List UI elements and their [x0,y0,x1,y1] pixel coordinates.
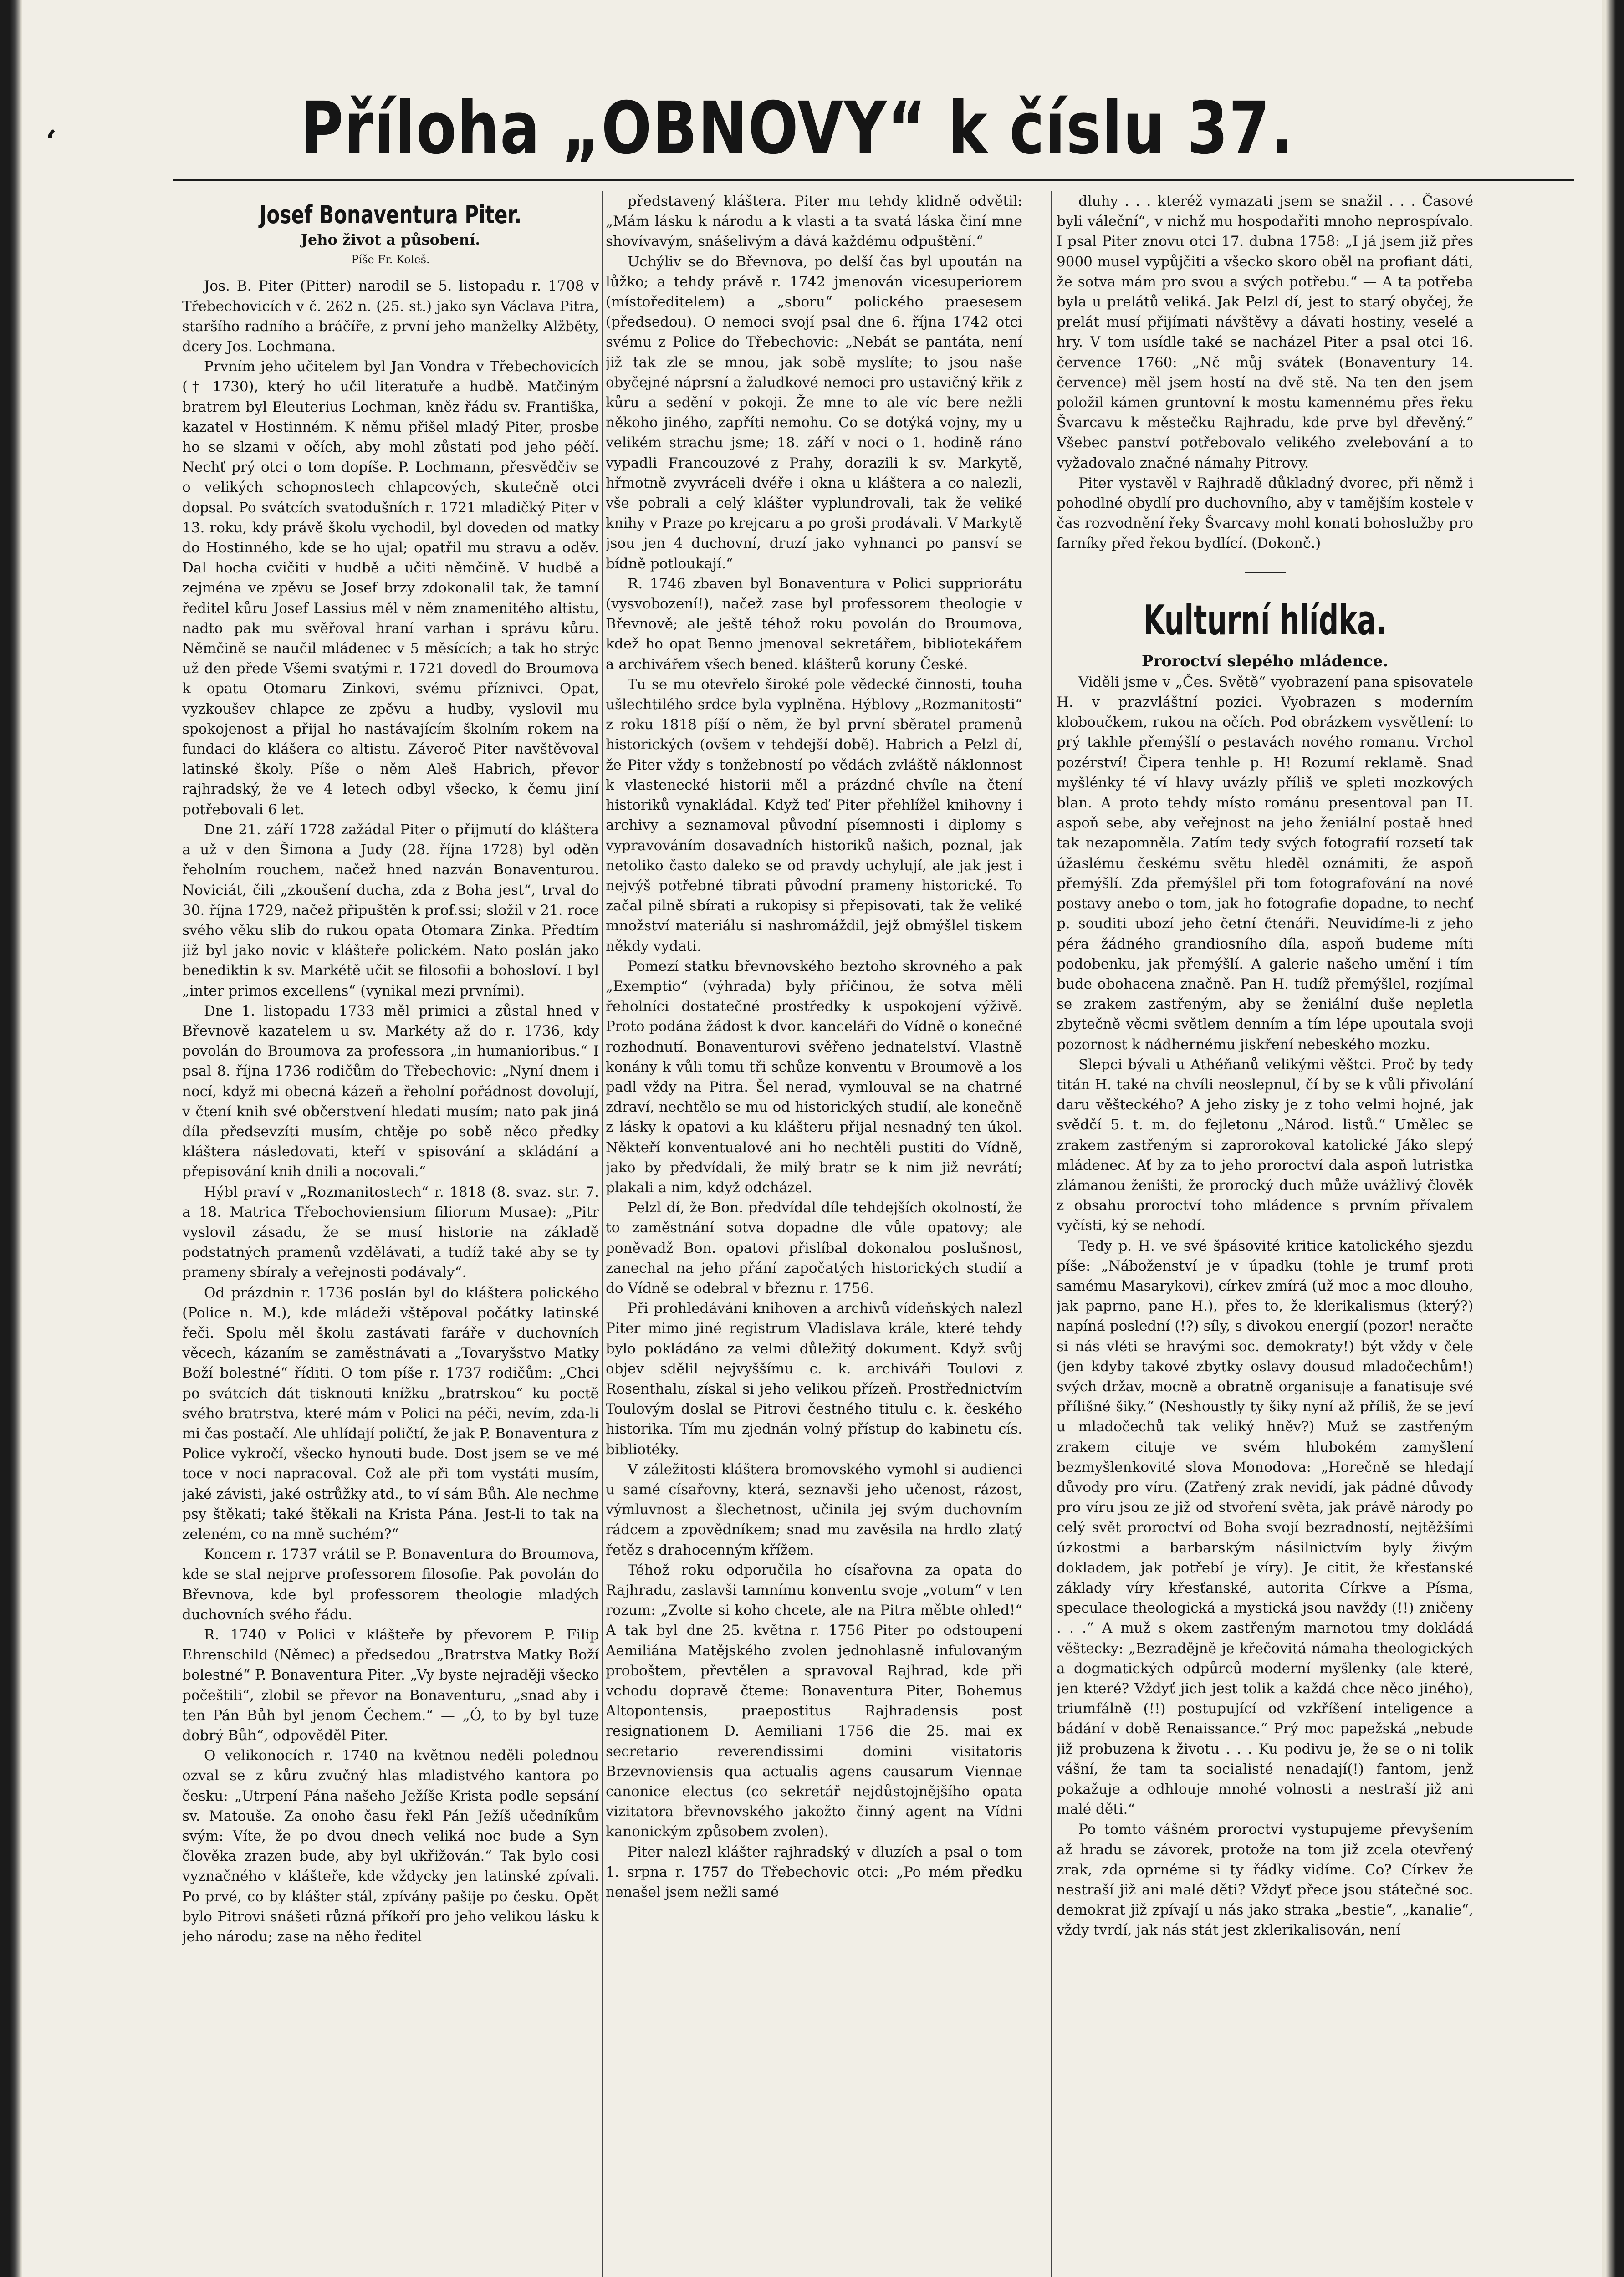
page-headline: Příloha „OBNOVY“ k číslu 37. [300,87,1294,170]
paragraph: O velikonocích r. 1740 na květnou neděli polednou ozval se z kůru zvučný hlas mladistvého kantora po česku: „Utrpení Pána našeho Ježíše Krista podle sepsání sv. Matouše. Za onoho času řekl Pán Ježíš učedníkům svým: Víte, že po dvou dnech veliká noc bude a Syn člověka zrazen bude, aby byl ukřižován.“ Tak bylo cosi vyznačného v klášteře, kde vždycky jen latinské zpívali. Po prvé, co by klášter stál, zpívány pašije po česku. Opět bylo Pitrovi snášeti různá příkoří pro jeho velikou lásku k jeho národu; zase na něho ředitel [182,1747,599,1945]
paragraph: představený kláštera. Piter mu tehdy klidně odvětil: „Mám lásku k národu a k vlasti a ta svatá láska činí mne shovívavým, snášelivým a dává každému odpuštění.“ [606,193,1022,250]
paragraph: Piter nalezl klášter rajhradský v dluzích a psal o tom 1. srpna r. 1757 do Třebechovic otci: „Po mém předku nenašel jsem nežli samé [606,1843,1022,1901]
scan-edge-right [1606,0,1624,2277]
paragraph: Viděli jsme v „Čes. Světě“ vyobrazení pana spisovatele H. v prazvláštní pozici. Vyobrazen s moderním kloboučkem, rukou na očích. Pod obrázkem vysvětlení: to prý takhle přemýšlí o pestavách nového romanu. Vrchol pozérství! Čipera tenhle p. H! Rozumí reklamě. Snad myšlénky té ví hlavy uvázly příliš ve spleti mozkových blan. A proto tehdy místo románu presentoval pan H. aspoň sebe, aby veřejnost na jeho ženiální postaě hned tak nezapomněla. Zatím tedy svých fotografií rozsetí tak úžaslému českému světu hleděl oznámiti, že aspoň přemýšlí. Zda přemýšlel při tom fotografování na nové postavy anebo o tom, jak ho fotografie dopadne, to nechť p. souditi ubozí jeho četní čtenáři. Neuvidíme-li z jeho péra žádného grandiosního díla, aspoň budeme míti podobenku, jak přemýšlí. A galerie našeho umění i tím bude obohacena značně. Pan H. tudíž přemýšlel, rozjímal se zrakem zastřeným, aby se ženiální duše nepletla zbytečně věcmi světlem denním a tím lépe upoutala svoji pozornost k nádhernému jiskření nebeského mozku. [1057,674,1473,1053]
paragraph: Slepci bývali u Athéňanů velikými věštci. Proč by tedy titán H. také na chvíli neoslepnul, čí by se k vůli přivolání daru věšteckého? A jeho zisky je z toho velmi hojné, jak svědčí 5. t. m. do fejletonu „Národ. listů.“ Umělec se zrakem zastřeným si zaprorokoval katolické Jáko slepý mládenec. Ať by za to jeho proroctví dala aspoň lutristka zlámanou ženišti, že prorocký duch může uvážlivý člověk z obsahu proroctví toho mládence s prvním přívalem vyčísti, ký se nehodí. [1057,1056,1473,1234]
paragraph: Po tomto vášném proroctví vystupujeme převyšením až hradu se závorek, protože na tom již zcela otevřený zrak, zda oprnéme si ty řádky vidíme. Co? Církev že nestraší již ani malé děti? Vždyť přece jsou státečné soc. demokrat již zpívají u nás jako straka „bestie“, „kanalie“, vždy tvrdí, jak nás stát jest zklerikalisován, není [1057,1821,1473,1939]
headline-rule [173,179,1574,181]
section-divider [1057,562,1473,582]
paragraph: Pelzl dí, že Bon. předvídal díle tehdejších okolností, že to zaměstnání sotva dopadne dle vůle opatovy; ale poněvadž Bon. opatovi přislíbal dokonalou poslušnost, zanechal na jeho přání započatých historických studií a do Vídně se odebral v březnu r. 1756. [606,1200,1022,1297]
column-1 [182,191,599,2277]
column-separator [602,191,603,2277]
paragraph: Dne 1. listopadu 1733 měl primici a zůstal hned v Břevnově kazatelem u sv. Markéty až do r. 1736, kdy povolán do Broumova za professora „in humanioribus.“ I psal 8. října 1736 rodičům do Třebechovic: „Nyní dnem i nocí, když mi obecná kázeň a řeholní pořádnost dovolují, v čtení knih své občerstvení hledati musím; nato pak jiná díla předsevzíti musím, chtěje po sobě něco předky kláštera následovati, kteří v spisování a skládání a přepisování knih dnili a nocovali.“ [182,1002,599,1180]
paragraph: Při prohledávání knihoven a archivů vídeňských nalezl Piter mimo jiné registrum Vladislava krále, které tehdy bylo pokládáno za velmi důležitý dokument. Když svůj objev sdělil nejvyššímu c. k. archiváři Toulovi z Rosenthalu, získal si jeho velikou přízeň. Prostřednictvím Toulovým doslal se Pitrovi čestného titulu c. k. českého historika. Tím mu zjednán volný přístup do kabinetu cís. bibliotéky. [606,1300,1022,1458]
article-subtitle: Jeho život a působení. [301,231,480,248]
paragraph: R. 1746 zbaven byl Bonaventura v Polici suppriorátu (vysvobození!), načež zase byl professorem theologie v Břevnově; ale ještě téhož roku povolán do Broumova, kdež ho opat Benno jmenoval sekretářem, bibliotekářem a archivářem všech bened. klášterů koruny České. [606,575,1022,673]
scan-edge-left [0,0,22,2277]
section-title: Kulturní hlídka. [1143,596,1387,644]
paragraph: Hýbl praví v „Rozmanitostech“ r. 1818 (8. svaz. str. 7. a 18. Matrica Třebochoviensium filiorum Musae): „Pitr vyslovil zásadu, že se musí historie na základě podstatných pramenů vzdělávati, a tudíž také aby se ty prameny sbíraly a veřejnosti podávaly“. [182,1184,599,1281]
margin-mark: ʻ [46,123,57,161]
column-2 [606,191,1022,2277]
paragraph: Téhož roku odporučila ho císařovna za opata do Rajhradu, zaslavši tamnímu konventu svoje „votum“ v ten rozum: „Zvolte si koho chcete, ale na Pitra měbte ohled!“ A tak byl dne 25. května r. 1756 Piter po odstoupení Aemiliána Matějského zvolen jednohlasně infulovaným proboštem, převtělen a spravoval Rajhrad, kde při vchodu dopravě čteme: Bonaventura Piter, Bohemus Altopontensis, praepostitus Rajhradensis post resignationem D. Aemiliani 1756 die 25. mai ex secretario reverendissimi domini visitatoris Brzevnoviensis qua actualis agens causarum Viennae canonice electus (co sekretář nejdůstojnějšího opata vizitatora břevnovského jakožto činný agent na Vídni kanonickým způsobem zvolen). [606,1562,1022,1840]
paragraph: R. 1740 v Polici v klášteře by převorem P. Filip Ehrenschild (Němec) a předsedou „Bratrstva Matky Boží bolestné“ P. Bonaventura Piter. „Vy byste nejraději všecko počeštili“, zlobil se převor na Bonaventuru, „snad aby i ten Pán Bůh byl jenom Čechem.“ — „Ó, to by byl tuze dobrý Bůh“, odpověděl Piter. [182,1627,599,1744]
subsection-title: Proroctví slepého mládence. [1141,652,1389,670]
paragraph: Od prázdnin r. 1736 poslán byl do kláštera polického (Police n. M.), kde mládeži vštěpoval počátky latinské řeči. Spolu měl školu zastávati faráře v duchovních věcech, kázaním se zaměstnávati a „Tovaryšstvo Matky Boží bolestné“ říditi. O tom píše r. 1737 rodičům: „Chci po svátcích dát tisknouti knížku „bratrskou“ ku poctě svého bratrstva, které mám v Polici na péči, nevím, zda-li mi čas postačí. Ale uhlídají poličtí, že jak P. Bonaventura z Police vykročí, všecko hynouti bude. Dost jsem se ve mé toce v noci napracoval. Což ale při tom vystáti musím, jaké závisti, jaké ostrůžky atd., to ví sám Bůh. Ale nechme psy štěkati; také štěkali na Krista Pána. Jest-li to tak na zeleném, co na mně suchém?“ [182,1284,599,1542]
paragraph: Uchýliv se do Břevnova, po delší čas byl upoután na lůžko; a tehdy právě r. 1742 jmenován vicesuperiorem (místoředitelem) a „sboru“ polického praesesem (předsedou). O nemoci svojí psal dne 6. října 1742 otci svému z Police do Třebechovic: „Nebát se pantáta, není již tak zle se mnou, jak sobě myslíte; to jsou naše obyčejné náprsní a žaludkové nemoci pro ustavičný křik z kůru a sedění v pokoji. Že mne to ale víc bere nežli někoho jiného, zapříti nemohu. Co se dotýká vojny, my u velikém strachu jsme; 18. září v noci o 1. hodině ráno vypadli Francouzové z Prahy, dorazili k sv. Markytě, hřmotně zvyvráceli dvéře i okna u kláštera a co nalezli, vše pobrali a celý klášter vyplundrovali, tak že veliké knihy v Praze po krejcaru a po groši prodávali. V Markytě jsou jen 4 duchovní, druzí jako vyhnanci po pansví se bídně potloukají.“ [606,253,1022,572]
paragraph: Dne 21. září 1728 zažádal Piter o přijmutí do kláštera a už v den Šimona a Judy (28. října 1728) byl oděn řeholním rouchem, načež hned nazván Bonaventurou. Noviciát, čili „zkoušení ducha, zda z Boha jest“, trval do 30. října 1729, načež připuštěn k prof.ssi; složil v 21. roce svého věku slib do rukou opata Otomara Zinka. Předtím již byl jako novic v klášteře polickém. Nato poslán jako benediktin k sv. Markétě učit se filosofii a bohosloví. I byl „inter primos excellens“ (vynikal mezi prvními). [182,821,599,999]
column-3 [1057,191,1473,2277]
article-title: Josef Bonaventura Piter. [259,200,522,229]
article-byline: Píše Fr. Koleš. [351,253,430,266]
paragraph: Piter vystavěl v Rajhradě důkladný dvorec, při němž i pohodlné obydlí pro duchovního, aby v tamějším kostele v čas rozvodnění řeky Švarcavy mohl konati bohoslužby pro farníky před řekou bydlící. (Dokonč.) [1057,475,1473,552]
paragraph: Prvním jeho učitelem byl Jan Vondra v Třebechovicích († 1730), který ho učil literatuře a hudbě. Matčiným bratrem byl Eleuterius Lochman, kněz řádu sv. Františka, kazatel v Hostinném. K němu přišel mladý Piter, prosbe ho se slzami v očích, aby mohl zůstati pod jeho péčí. Nechť prý otci o tom dopíše. P. Lochmann, přesvědčiv se o velikých schopnostech chlapcových, skutečně otci dopsal. Po svátcích svatodušních r. 1721 mladičký Piter v 13. roku, kdy právě školu vychodil, byl doveden od matky do Hostinného, kde se ho ujal; opatřil mu stravu a oděv. Dal hocha cvičiti v hudbě a učiti němčině. V hudbě a zejména ve zpěvu se Josef brzy zdokonalil tak, že tamní ředitel kůru Josef Lassius měl v něm znamenitého altistu, nadto pak mu svěřoval hraní varhan i správu kůru. Němčině se naučil mládenec v 5 měsících; a tak ho strýc už den přede Všemi svatými r. 1721 dovedl do Broumova k opatu Otomaru Zinkovi, svému příznivci. Opat, vyzkoušev chlapce ze zpěvu a hudby, vyslovil mu spokojenost a přijal ho nastávajícím školním rokem na fundaci do klášera co altistu. Záveroč Piter navštěvoval latinské školy. Píše o něm Aleš Habrich, převor rajhradský, že ve 4 letech odbyl všecko, k čemu jiní potřebovali 6 let. [182,358,599,818]
paragraph: Tu se mu otevřelo široké pole vědecké činnosti, touha ušlechtilého srdce byla vyplněna. Hýblovy „Rozmanitosti“ z roku 1818 píší o něm, že byl první sběratel pramenů historických (ovšem v tehdejší době). Habrich a Pelzl dí, že Piter vždy s tonžebností po vědách zvláště náklonnost k vlastenecké historii měl a prázdné chvíle na čtení historiků vynakládal. Když teď Piter přehlížel knihovny i archivy a seznamoval původní písemnosti i diplomy s vypravováním dosavadních historiků našich, poznal, jak netoliko často daleko se od pravdy uchylují, ale jak jest i nejvýš potřebné tibrati původní prameny historické. To začal pilně sbírati a rukopisy si přepisovati, tak že veliké množství materiálu si nashromáždil, jejž obmýšlel tiskem někdy vydati. [606,676,1022,955]
paragraph: Tedy p. H. ve své špásovité kritice katolického sjezdu píše: „Náboženství je v úpadku (tohle je trumf proti samému Masarykovi), církev zmírá (už moc a moc dlouho, jak paprno, pane H.), přes to, že klerikalismus (který?) napíná poslední (!?) síly, s divokou energií (pozor! neračte si nás vléti se hravými soc. demokraty!) být vždy v čele (jen kdyby takové zbytky oslavy dousud mladočechům!) svých držav, mocně a obratně organisuje a fanatisuje své přílišné šiky.“ (Neshoustly ty šiky nyní až příliš, že se jeví u mladočechů tak veliký hněv?) Muž se zastřeným zrakem cituje ve svém hlubokém zamyšlení bezmyšlenkovité slova Monodova: „Horečně se hledají důvody pro víru. (Zatřený zrak nevidí, jak pádné důvody pro víru jsou ze již od stvoření světa, jak právě národy po celý svět proroctví od Boha svojí bezradností, nejtěžšími úzkostmi a barbarským násilnictvím byly živým dokladem, jak potřebí je víry). Je citit, že křesťanské základy víry křesťanské, autorita Církve a Písma, speculace theologická a mystická jsou navždy (!!) zničeny . . .“ A muž s okem zastřeným marnotou tmy dokládá věštecky: „Bezradějně je křečovitá námaha theologických a dogmatických odpůrců moderní myšlenky (ale které, jen které? Vždyť jich jest tolik a každá chce něco jiného), triumfálně (!!) postupující od vzkříšení inteligence a bádání v době Renaissance.“ Prý moc papežská „nebude již probuzena k životu . . . Ku podivu je, že se o ni tolik vášní, že tam ta socialisté nenadají(!) fantom, jenž pokažuje a odhlouje mnohé volnosti a nestraší již ani malé děti.“ [1057,1237,1473,1818]
paragraph: Pomezí statku břevnovského beztoho skrovného a pak „Exemptio“ (výhrada) byly příčinou, že sotva měli řeholníci dostatečné prostředky k uspokojení výživě. Proto podána žádost k dvor. kanceláři do Vídně o konečné rozhodnutí. Bonaventurovi svěřeno jednatelství. Vlastně konány k vůli tomu tři schůze konventu v Broumově a los padl vždy na Pitra. Šel nerad, vymlouval se na chatrné zdraví, nechtělo se mu od historických studií, ale konečně z lásky k opatovi a ku klášteru přijal nesnadný ten úkol. Někteří konventualové ani ho nechtěli pustiti do Vídně, jako by předvídali, že milý bratr se k nim již nevrátí; plakali a nim, když odcházel. [606,958,1022,1196]
paragraph: dluhy . . . kteréž vymazati jsem se snažil . . . Časové byli váleční“, v nichž mu hospodařiti mnoho neprospívalo. I psal Piter znovu otci 17. dubna 1758: „I já jsem již přes 9000 musel vypůjčiti a všecko skoro oběl na profiant dáti, že sotva mám pro svou a svých potřebu.“ — A ta potřeba byla u prelátů veliká. Jak Pelzl dí, jest to starý obyčej, že prelát musí přijímati návštěvy a dávati hostiny, veselé a hry. V tom usídle také se nacházel Piter a psal otci 16. července 1760: „Nč můj svátek (Bonaventury 14. července) měl jsem hostí na dvě stě. Na ten den jsem položil kámen gruntovní k mostu kamennému přes řeku Švarcavu k městečku Rajhradu, kde prve byl dřevěný.“ Všebec panství potřebovalo velikého zvelebování a to vyžadovalo značné námahy Pitrovy. [1057,193,1473,471]
paragraph: V záležitosti kláštera bromovského vymohl si audienci u samé císařovny, která, seznavši jeho učenost, rázost, výmluvnost a šlechetnost, učinila jej svým duchovním rádcem a zpovědníkem; snad mu zavěsila na hrdlo zlatý řetěz s drahocenným křížem. [606,1461,1022,1558]
column-separator [1051,191,1052,2277]
paragraph: Koncem r. 1737 vrátil se P. Bonaventura do Broumova, kde se stal nejprve professorem filosofie. Pak povolán do Břevnova, kde byl professorem theologie mladých duchovních svého řádu. [182,1546,599,1623]
paragraph: Jos. B. Piter (Pitter) narodil se 5. listopadu r. 1708 v Třebechovicích v č. 262 n. (25. st.) jako syn Václava Pitra, staršího radního a bráčíře, z první jeho manželky Alžběty, dcery Jos. Lochmana. [182,278,599,355]
